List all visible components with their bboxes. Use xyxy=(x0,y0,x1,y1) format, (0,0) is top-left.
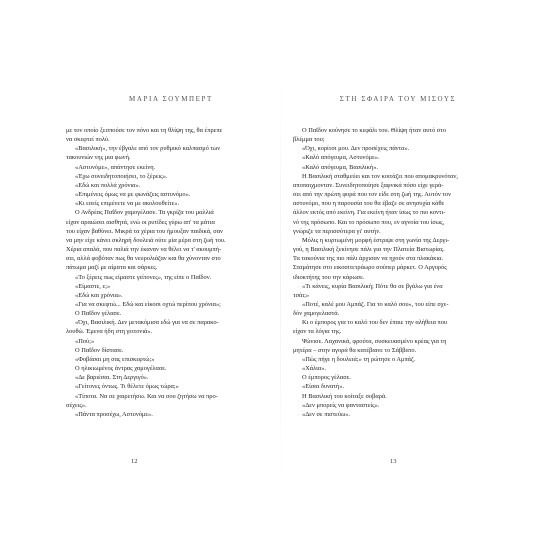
text-line: «Γείτονες όντως. Τι θέλετε όμως τώρα;» xyxy=(75,383,179,391)
text-line: είχαν αραιώσει αισθητά, ενώ οι ρυτίδες γύρω απ' τα μάτια xyxy=(66,218,215,226)
text-line: τακουνιών της μια φωνή. xyxy=(66,154,131,162)
text-line: τσάι;» xyxy=(293,291,310,299)
text-line: γού, η Βασιλική ξεκίνησε πάλι για την Πλατεία Βιστωρίας. xyxy=(293,246,445,254)
text-line: «Δεν σε πιστεύω». xyxy=(302,410,351,418)
text-line: Ο Ανδρέας Παΐδον χαμογέλασε. Τα γκρίζα του μαλλιά xyxy=(75,209,214,217)
text-line: νό της πρόσωπο. Και το πρόσωπο που, εν αγνοία του ίσως, xyxy=(293,218,445,226)
text-line: σει, αλλά φοβόταν πως θα νευρολιάζαν και θα χύνονταν στο xyxy=(66,255,221,263)
text-line: «Είμαστε, ε;» xyxy=(75,282,111,290)
text-line: με τον οποίο ξεσπούσε τον πόνο και τη θλίψη της, θα έπρεπε xyxy=(66,127,223,134)
text-line: «Κι εσείς επιμένετε να με ακολουθείτε». xyxy=(75,200,180,208)
text-line: βλέμμα του; xyxy=(293,136,325,144)
text-line: μητέρα – στην αγορά θα κατέβαινε το Σάββατο. xyxy=(293,346,417,354)
text-line: «Έχω συνειδητοποιήσει, το ξέρεις». xyxy=(75,172,168,180)
text-line: «Ποτέ, καλέ μου Αμπάζ. Για το καλό σου», του είπε σχε- xyxy=(302,300,449,308)
running-head-title: ΣΤΗ ΣΦΑΙΡΑ ΤΟΥ ΜΙΣΟΥΣ xyxy=(339,95,457,103)
text-line: «Δε βαριέσαι. Στη Δεργιγό». xyxy=(75,374,149,382)
text-line: λουθώ. Έμενα ήδη στη γειτονιά». xyxy=(66,328,153,336)
text-line: «Εδώ και χρόνια». xyxy=(75,291,123,299)
text-line: γνώριζε τα περισσότερα γι' αυτήν. xyxy=(293,227,381,235)
text-line: «Εδώ και πολλά χρόνια». xyxy=(75,181,141,189)
left-page-body xyxy=(66,126,276,419)
text-line: «Πού;» xyxy=(75,337,95,345)
right-page-body xyxy=(293,126,503,419)
text-line: πάτωμα μαζί με αίματα και σάρκες. xyxy=(66,264,158,272)
running-head-author: ΜΑΡΙΑ ΣΟΥΜΠΕΡΤ xyxy=(129,95,213,103)
text-line: «Για να σκεφτώ... Εδώ και είκοσι οχτώ περίπου χρόνια»; xyxy=(75,300,221,308)
text-line: «Επιμένεις όμως να με φωνάζεις αστυνόμο». xyxy=(75,191,191,199)
text-line: Ψώνισε. Λαχανικά, φρούτα, συσκευασμένο κρέας για τη xyxy=(302,337,447,345)
text-line: αστυνόμο, που η παρουσία του θα έβαζε σε ανησυχία κάθε xyxy=(293,200,445,208)
right-page xyxy=(293,95,503,419)
text-line: «Χάλια». xyxy=(302,365,327,373)
text-line: Σταμάτησε στο εικοσιτετράωρο σούπερ μάρκετ. Ο Αργυρός xyxy=(293,264,447,272)
text-line: Τα τακούνια της πιο πάλι άρχισαν να ηχούν στα πλακάκια. xyxy=(293,255,444,263)
text-line: «Όχι, κορίτσι μου. Δεν προσέχεις πάντα». xyxy=(302,145,410,153)
text-line: Ο Παΐδον γέλασε. xyxy=(75,310,122,318)
text-line: «Καλό απόγευμα, Αστυνόμε». xyxy=(302,154,380,162)
text-line: «Δεν μπορείς να φανταστείς». xyxy=(302,401,380,409)
text-line: Η Βασιλική του κοίταξε σοβαρά. xyxy=(302,392,387,400)
text-line: αποπαιχμονταν. Συνειδητοποίησε ξαφνικά πόσο είχε γερά- xyxy=(293,181,444,189)
text-line: «Πάντα προσέχω, Αστυνόμε». xyxy=(75,410,153,418)
text-line: σέχεις». xyxy=(66,401,87,409)
text-line: σει από την πρώτη φορά που τον είδε στη ζωή της. Αυτόν τον xyxy=(293,191,451,199)
text-line: Χέρια απαλά, που παλιά την έκαναν να θέλει να τ' ακουμπή- xyxy=(66,246,222,254)
left-page xyxy=(66,95,276,419)
text-line: «Τίποτα. Να σε χαιρετήσω. Και να σου ζητήσω να προ- xyxy=(75,392,218,400)
text-line: «Τι κάνεις, κυρία Βασιλική; Πότε θα σε βγάλω για ένα xyxy=(302,282,443,290)
text-line: «Όχι, Βασιλική. Δεν μετακόμισα εδώ για να σε παρακο- xyxy=(75,319,219,327)
text-line: «Βασιλική», την έβγαλε από τον ρυθμικό καλπασμό των xyxy=(75,145,221,153)
text-line: «Είσαι δυνατή». xyxy=(302,383,345,391)
text-line: Η Βασιλική σταθμεύει και τον κοιτάζει που απομακρυνόταν, xyxy=(302,172,459,180)
text-line: Κι ο έμπορος για το καλό του δεν έπαιε την αλήθεια που xyxy=(302,319,448,327)
page-number-left: 12 xyxy=(131,458,138,465)
text-line: να μην είχε κάνει σκληρή δουλειά ούτε μία μέρα στη ζωή του. xyxy=(66,236,226,244)
page-number-right: 13 xyxy=(390,458,397,465)
text-line: Μόλις η κυρτωμένη μορφή έστριψε στη γωνία της Δεργι- xyxy=(302,236,450,244)
gutter-shadow xyxy=(280,80,281,480)
text-line: είχαν τα λόγια της. xyxy=(293,328,342,336)
text-line: Ο έμπορος γέλασε. xyxy=(302,374,351,382)
text-line: ιδιοκτήτης του την κάρωσε. xyxy=(293,273,365,281)
text-line: του είχαν βαθύνει. Μικρά τα χέρια του ήμουξαν παιδικά, σαν xyxy=(66,227,223,235)
text-line: «Καλό απόγευμα, Βασιλική». xyxy=(302,163,378,171)
text-line: άλλον εκτός από εκείνη. Για εκείνη ήταν ίσως το πιο κοντι- xyxy=(293,209,446,217)
text-line: «Αστυνόμε», απάντησε εκείνη. xyxy=(75,163,156,171)
text-line: Ο ηλικιωμένος άντρας χαμογέλασε. xyxy=(75,365,167,373)
text-line: να σκεφτεί πολύ. xyxy=(66,136,110,144)
text-line: Ο Παΐδον κούνησε το κεφάλι του. Θλίψη ήταν αυτό στο xyxy=(302,127,446,134)
text-line: «Φοβάσαι μη σας επισκεφτώ;» xyxy=(75,355,155,363)
text-line: «Πώς πήγε η δουλειά;» τη ρώτησε ο Αμπάζ. xyxy=(302,355,416,363)
text-line: δόν χαμογελαστά. xyxy=(293,310,340,318)
text-line: Ο Παΐδον δίστασε. xyxy=(75,346,124,354)
text-line: «Το ξέρεις πως είμαστε γείτονες», της είπε ο Παΐδον. xyxy=(75,273,212,281)
